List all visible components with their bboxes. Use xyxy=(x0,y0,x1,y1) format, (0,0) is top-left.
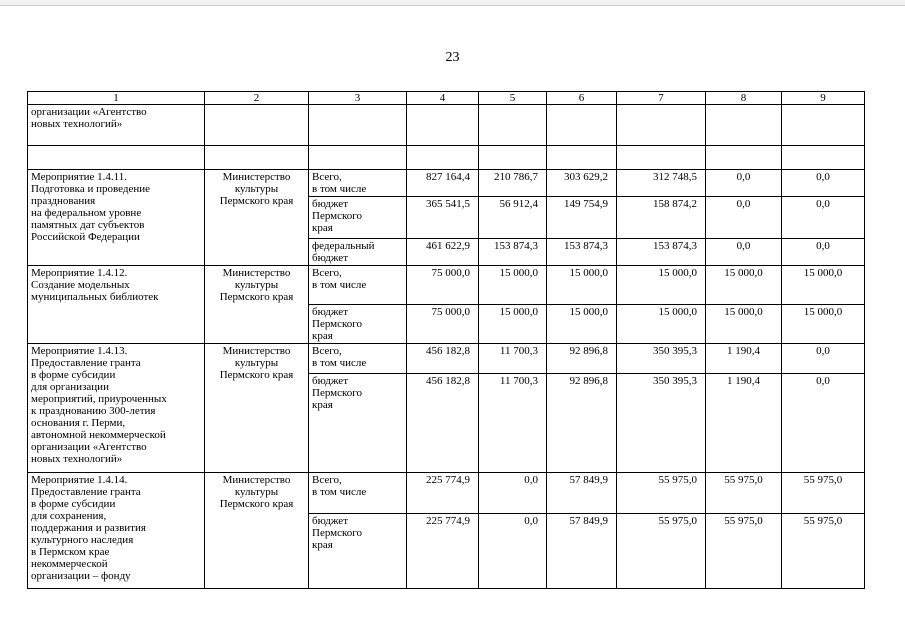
amount-cell: 15 000,0 xyxy=(617,266,706,305)
amount-cell: 15 000,0 xyxy=(782,266,865,305)
column-header: 4 xyxy=(407,92,479,105)
event-executor: Министерство культуры Пермского края xyxy=(205,344,309,473)
amount-cell: 0,0 xyxy=(782,239,865,266)
amount-cell: 210 786,7 xyxy=(479,170,547,197)
amount-cell: 0,0 xyxy=(782,197,865,239)
amount-cell: 75 000,0 xyxy=(407,305,479,344)
table-row xyxy=(28,473,865,514)
event-executor: Министерство культуры Пермского края xyxy=(205,473,309,589)
event-name: Мероприятие 1.4.12. Создание модельных муниципальных библиотек xyxy=(28,266,205,344)
funding-source: Всего, в том числе xyxy=(309,266,407,305)
amount-cell: 55 975,0 xyxy=(782,473,865,514)
amount-cell: 0,0 xyxy=(782,374,865,473)
amount-cell: 312 748,5 xyxy=(617,170,706,197)
column-header: 7 xyxy=(617,92,706,105)
amount-cell: 153 874,3 xyxy=(547,239,617,266)
amount-cell: 15 000,0 xyxy=(547,305,617,344)
amount-cell: 57 849,9 xyxy=(547,514,617,589)
amount-cell: 827 164,4 xyxy=(407,170,479,197)
table-row xyxy=(28,170,865,197)
amount-cell: 55 975,0 xyxy=(617,473,706,514)
amount-cell: 0,0 xyxy=(782,170,865,197)
column-header: 5 xyxy=(479,92,547,105)
table-row xyxy=(28,266,865,305)
amount-cell: 0,0 xyxy=(706,170,782,197)
amount-cell: 153 874,3 xyxy=(617,239,706,266)
amount-cell: 0,0 xyxy=(706,239,782,266)
amount-cell: 303 629,2 xyxy=(547,170,617,197)
table-row xyxy=(28,344,865,374)
amount-cell: 55 975,0 xyxy=(706,514,782,589)
amount-cell: 92 896,8 xyxy=(547,344,617,374)
event-executor: Министерство культуры Пермского края xyxy=(205,266,309,344)
amount-cell: 92 896,8 xyxy=(547,374,617,473)
amount-cell: 158 874,2 xyxy=(617,197,706,239)
event-name: Мероприятие 1.4.14. Предоставление гранта в форме субсидии для сохранения, поддержания и развития культурного наследия в Пермском крае некоммерческой организации – фонду xyxy=(28,473,205,589)
page-number: 23 xyxy=(445,50,460,65)
amount-cell: 0,0 xyxy=(706,197,782,239)
amount-cell: 225 774,9 xyxy=(407,473,479,514)
event-name: организации «Агентство новых технологий» xyxy=(28,105,205,146)
amount-cell: 350 395,3 xyxy=(617,344,706,374)
amount-cell: 149 754,9 xyxy=(547,197,617,239)
column-header: 8 xyxy=(706,92,782,105)
amount-cell: 11 700,3 xyxy=(479,374,547,473)
amount-cell: 456 182,8 xyxy=(407,374,479,473)
spacer-row xyxy=(28,146,865,170)
column-header: 3 xyxy=(309,92,407,105)
amount-cell: 0,0 xyxy=(782,344,865,374)
amount-cell: 0,0 xyxy=(479,514,547,589)
event-name: Мероприятие 1.4.11. Подготовка и проведение празднования на федеральном уровне памятных дат субъектов Российской Федерации xyxy=(28,170,205,266)
funding-source: бюджет Пермского края xyxy=(309,197,407,239)
amount-cell: 75 000,0 xyxy=(407,266,479,305)
amount-cell: 11 700,3 xyxy=(479,344,547,374)
amount-cell: 456 182,8 xyxy=(407,344,479,374)
funding-source: бюджет Пермского края xyxy=(309,305,407,344)
amount-cell: 0,0 xyxy=(479,473,547,514)
amount-cell: 15 000,0 xyxy=(479,266,547,305)
funding-source: Всего, в том числе xyxy=(309,344,407,374)
amount-cell: 461 622,9 xyxy=(407,239,479,266)
amount-cell: 15 000,0 xyxy=(617,305,706,344)
amount-cell: 15 000,0 xyxy=(479,305,547,344)
column-header: 9 xyxy=(782,92,865,105)
funding-source: бюджет Пермского края xyxy=(309,374,407,473)
amount-cell: 57 849,9 xyxy=(547,473,617,514)
amount-cell: 56 912,4 xyxy=(479,197,547,239)
amount-cell: 1 190,4 xyxy=(706,374,782,473)
amount-cell: 153 874,3 xyxy=(479,239,547,266)
event-executor: Министерство культуры Пермского края xyxy=(205,170,309,266)
funding-source: Всего, в том числе xyxy=(309,170,407,197)
amount-cell: 350 395,3 xyxy=(617,374,706,473)
column-header: 6 xyxy=(547,92,617,105)
amount-cell: 15 000,0 xyxy=(547,266,617,305)
amount-cell: 15 000,0 xyxy=(782,305,865,344)
column-header: 1 xyxy=(28,92,205,105)
amount-cell: 15 000,0 xyxy=(706,266,782,305)
funding-source: бюджет Пермского края xyxy=(309,514,407,589)
page-top-edge xyxy=(0,0,905,6)
amount-cell: 55 975,0 xyxy=(782,514,865,589)
amount-cell: 55 975,0 xyxy=(706,473,782,514)
amount-cell: 1 190,4 xyxy=(706,344,782,374)
column-header: 2 xyxy=(205,92,309,105)
funding-source: Всего, в том числе xyxy=(309,473,407,514)
funding-source: федеральный бюджет xyxy=(309,239,407,266)
amount-cell: 225 774,9 xyxy=(407,514,479,589)
amount-cell: 55 975,0 xyxy=(617,514,706,589)
amount-cell: 15 000,0 xyxy=(706,305,782,344)
continuation-row xyxy=(28,105,865,146)
header-row xyxy=(28,92,865,105)
budget-table xyxy=(27,91,865,589)
event-name: Мероприятие 1.4.13. Предоставление гранта в форме субсидии для организации мероприятий, приуроченных к празднованию 300-летия основания г. Перми, автономной некоммерческой организации «Агентство новых технологий» xyxy=(28,344,205,473)
amount-cell: 365 541,5 xyxy=(407,197,479,239)
